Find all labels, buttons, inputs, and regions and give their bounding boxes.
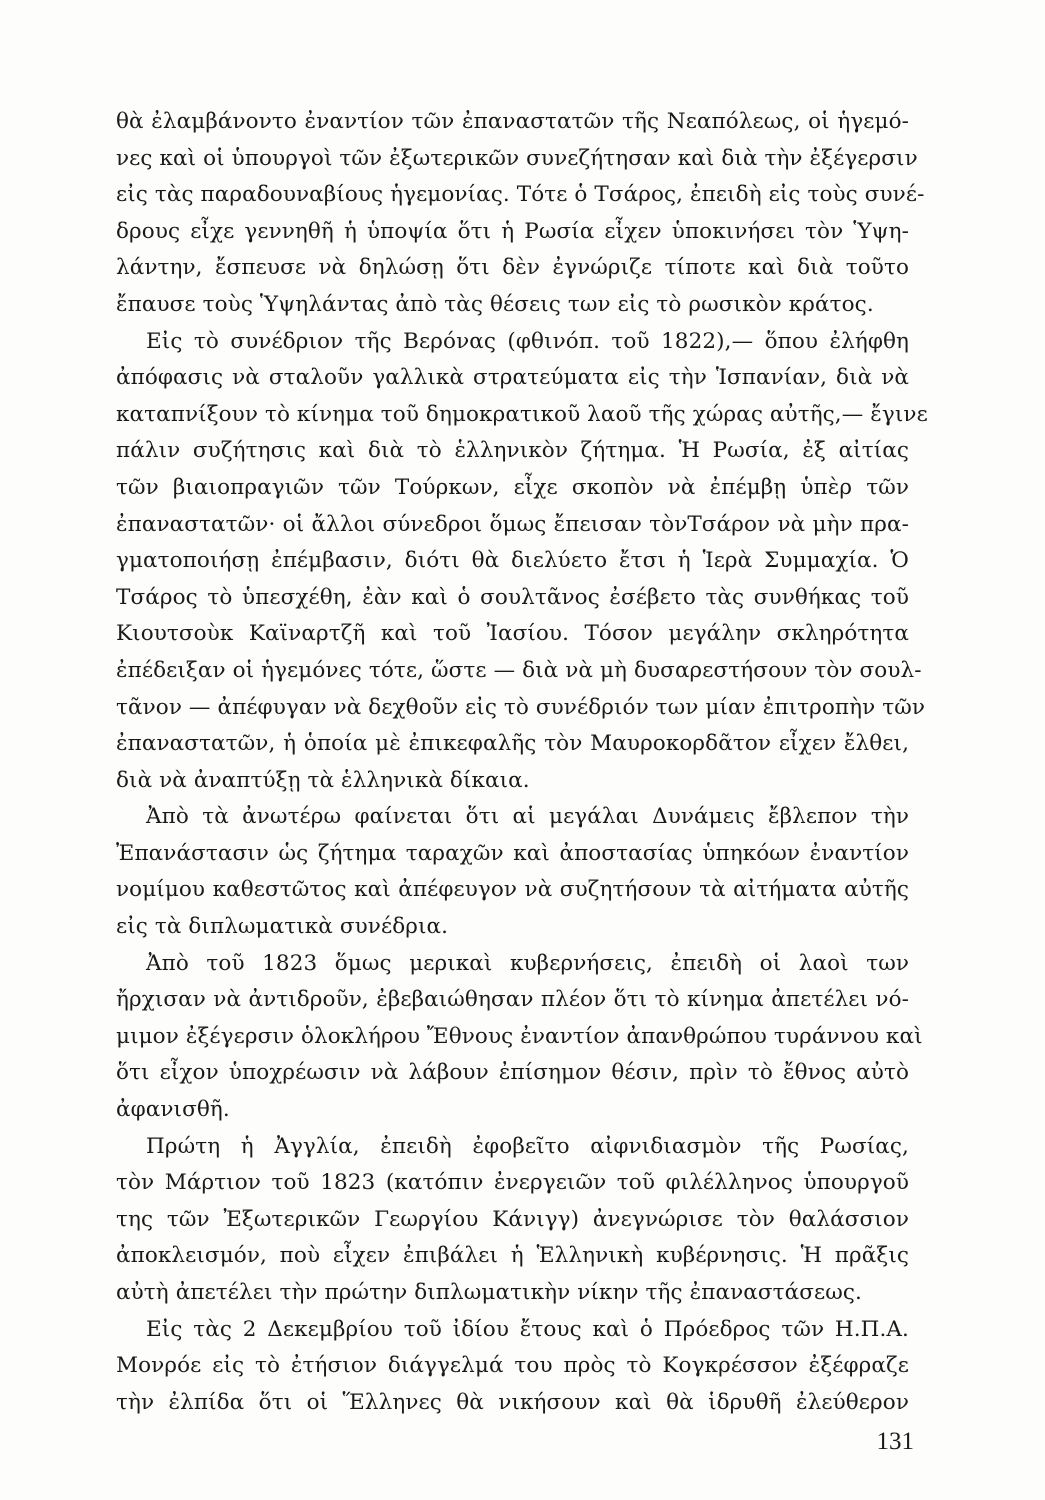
- text-line: Εἰς τὸ συνέδριον τῆς Βερόνας (φθινόπ. τοῦ 1822),— ὅπου ἐλήφθη: [146, 328, 909, 354]
- text-line: ἐπαναστατῶν, ἡ ὁποία μὲ ἐπικεφαλῆς τὸν Μαυροκορδᾶτον εἶχεν ἔλθει,: [116, 731, 909, 757]
- text-line: Ἐπανάστασιν ὡς ζήτημα ταραχῶν καὶ ἀποστασίας ὑπηκόων ἐναντίον: [116, 840, 909, 866]
- text-line: τᾶνον — ἀπέφυγαν νὰ δεχθοῦν εἰς τὸ συνέδριόν των μίαν ἐπιτροπὴν τῶν: [116, 694, 926, 720]
- text-line: Ἀπὸ τὰ ἀνωτέρω φαίνεται ὅτι αἱ μεγάλαι Δυνάμεις ἔβλεπον τὴν: [146, 804, 909, 830]
- text-line: γματοποιήσῃ ἐπέμβασιν, διότι θὰ διελύετο ἔτσι ἡ Ἱερὰ Συμμαχία. Ὁ: [116, 548, 909, 574]
- text-line: τὸν Μάρτιον τοῦ 1823 (κατόπιν ἐνεργειῶν τοῦ φιλέλληνος ὑπουργοῦ: [116, 1170, 909, 1196]
- text-line: ἐπέδειξαν οἱ ἡγεμόνες τότε, ὥστε — διὰ νὰ μὴ δυσαρεστήσουν τὸν σουλ-: [116, 657, 922, 683]
- text-line: νομίμου καθεστῶτος καὶ ἀπέφευγον νὰ συζητήσουν τὰ αἰτήματα αὐτῆς: [116, 877, 909, 903]
- text-line: ἀποκλεισμόν, ποὺ εἶχεν ἐπιβάλει ἡ Ἑλληνικὴ κυβέρνησις. Ἡ πρᾶξις: [116, 1243, 909, 1269]
- text-line: λάντην, ἔσπευσε νὰ δηλώσῃ ὅτι δὲν ἐγνώριζε τίποτε καὶ διὰ τοῦτο: [116, 255, 909, 281]
- text-line: εἰς τὰς παραδουναβίους ἡγεμονίας. Τότε ὁ Τσάρος, ἐπειδὴ εἰς τοὺς συνέ-: [116, 182, 925, 208]
- text-line: ἔπαυσε τοὺς Ὑψηλάντας ἀπὸ τὰς θέσεις των εἰς τὸ ρωσικὸν κράτος.: [116, 291, 874, 317]
- text-line: νες καὶ οἱ ὑπουργοὶ τῶν ἐξωτερικῶν συνεζήτησαν καὶ διὰ τὴν ἐξέγερσιν: [116, 145, 918, 171]
- text-line: της τῶν Ἐξωτερικῶν Γεωργίου Κάνιγγ) ἀνεγνώρισε τὸν θαλάσσιον: [116, 1206, 909, 1232]
- text-line: εἰς τὰ διπλωματικὰ συνέδρια.: [116, 914, 449, 940]
- text-line: Εἰς τὰς 2 Δεκεμβρίου τοῦ ἰδίου ἔτους καὶ ὁ Πρόεδρος τῶν Η.Π.Α.: [146, 1316, 909, 1342]
- text-line: Μονρόε εἰς τὸ ἐτήσιον διάγγελμά του πρὸς τὸ Κογκρέσσον ἐξέφραζε: [116, 1353, 909, 1379]
- text-line: θὰ ἐλαμβάνοντο ἐναντίον τῶν ἐπαναστατῶν τῆς Νεαπόλεως, οἱ ἡγεμό-: [116, 109, 909, 134]
- text-line: δρους εἶχε γεννηθῆ ἡ ὑποψία ὅτι ἡ Ρωσία εἶχεν ὑποκινήσει τὸν Ὑψη-: [116, 218, 909, 244]
- text-line: ἤρχισαν νὰ ἀντιδροῦν, ἐβεβαιώθησαν πλέον ὅτι τὸ κίνημα ἀπετέλει νό-: [116, 987, 909, 1013]
- text-line: ὅτι εἶχον ὑποχρέωσιν νὰ λάβουν ἐπίσημον θέσιν, πρὶν τὸ ἔθνος αὐτὸ: [116, 1060, 909, 1086]
- page-number: 131: [876, 1428, 914, 1455]
- text-line: Πρώτη ἡ Ἀγγλία, ἐπειδὴ ἐφοβεῖτο αἰφνιδιασμὸν τῆς Ρωσίας,: [146, 1133, 909, 1159]
- text-line: καταπνίξουν τὸ κίνημα τοῦ δημοκρατικοῦ λαοῦ τῆς χώρας αὐτῆς,— ἔγινε: [116, 401, 928, 427]
- text-line: Κιουτσοὺκ Καϊναρτζῆ καὶ τοῦ Ἰασίου. Τόσον μεγάλην σκληρότητα: [116, 621, 909, 647]
- text-line: ἐπαναστατῶν· οἱ ἄλλοι σύνεδροι ὅμως ἔπεισαν τὸνΤσάρον νὰ μὴν πρα-: [116, 511, 909, 537]
- text-line: πάλιν συζήτησις καὶ διὰ τὸ ἑλληνικὸν ζήτημα. Ἡ Ρωσία, ἐξ αἰτίας: [116, 438, 909, 464]
- text-line: μιμον ἐξέγερσιν ὁλοκλήρου Ἔθνους ἐναντίον ἀπανθρώπου τυράννου καὶ: [116, 1023, 923, 1049]
- text-line: αὐτὴ ἀπετέλει τὴν πρώτην διπλωματικὴν νίκην τῆς ἐπαναστάσεως.: [116, 1280, 862, 1305]
- text-line: τῶν βιαιοπραγιῶν τῶν Τούρκων, εἶχε σκοπὸν νὰ ἐπέμβῃ ὑπὲρ τῶν: [116, 474, 909, 500]
- body-text: [116, 104, 928, 1421]
- text-line: διὰ νὰ ἀναπτύξῃ τὰ ἑλληνικὰ δίκαια.: [116, 767, 530, 793]
- text-line: Ἀπὸ τοῦ 1823 ὅμως μερικαὶ κυβερνήσεις, ἐπειδὴ οἱ λαοὶ των: [146, 950, 909, 976]
- text-line: τὴν ἐλπίδα ὅτι οἱ Ἕλληνες θὰ νικήσουν καὶ θὰ ἱδρυθῆ ἐλεύθερον: [116, 1389, 909, 1415]
- text-line: ἀπόφασις νὰ σταλοῦν γαλλικὰ στρατεύματα εἰς τὴν Ἱσπανίαν, διὰ νὰ: [116, 365, 909, 391]
- text-line: ἀφανισθῆ.: [116, 1097, 230, 1123]
- text-line: Τσάρος τὸ ὑπεσχέθη, ἐὰν καὶ ὁ σουλτᾶνος ἐσέβετο τὰς συνθήκας τοῦ: [116, 584, 909, 610]
